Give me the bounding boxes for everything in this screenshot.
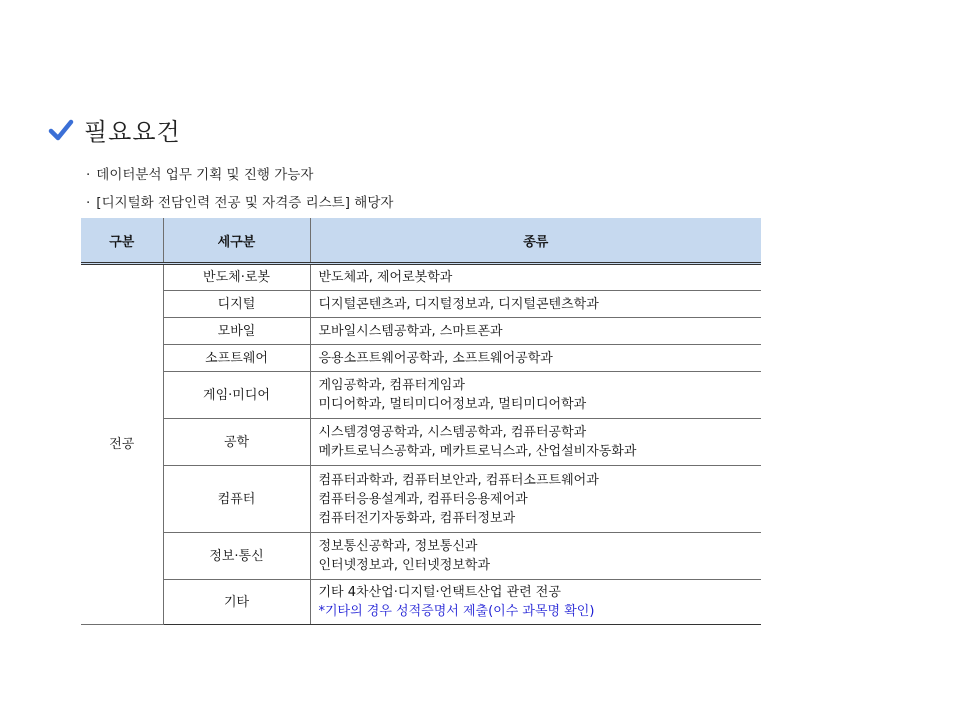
kind-note: *기타의 경우 성적증명서 제출(이수 과목명 확인): [318, 604, 595, 619]
kind-line: 미디어학과, 멀티미디어정보과, 멀티미디어학과: [318, 397, 587, 412]
requirement-text: [디지털화 전담인력 전공 및 자격증 리스트] 해당자: [96, 195, 394, 211]
table-row: [81, 345, 761, 372]
subcategory-cell: 컴퓨터: [163, 466, 310, 533]
subcategory-cell: 디지털: [163, 291, 310, 318]
bullet-icon: ·: [86, 195, 91, 211]
kind-line: 정보통신공학과, 정보통신과: [318, 539, 478, 554]
kind-cell: [310, 264, 761, 291]
kind-cell: [310, 345, 761, 372]
requirement-list: [86, 165, 393, 221]
table-row: [81, 580, 761, 625]
table-row: [81, 291, 761, 318]
header-category: 구분: [81, 218, 163, 264]
subcategory-cell: 정보·통신: [163, 533, 310, 580]
subcategory-cell: 반도체·로봇: [163, 264, 310, 291]
subcategory-cell: 소프트웨어: [163, 345, 310, 372]
kind-line: 컴퓨터응용설계과, 컴퓨터응용제어과: [318, 491, 528, 507]
kind-line: 컴퓨터과학과, 컴퓨터보안과, 컴퓨터소프트웨어과: [318, 472, 599, 488]
subcategory-cell: 공학: [163, 419, 310, 466]
table-row: [81, 419, 761, 466]
kind-cell: [310, 372, 761, 419]
table-header-row: [81, 218, 761, 264]
checkmark-icon: [48, 117, 74, 143]
section-heading: [48, 112, 181, 147]
kind-line: 메카트로닉스공학과, 메카트로닉스과, 산업설비자동화과: [318, 444, 637, 459]
kind-line: 반도체과, 제어로봇학과: [318, 270, 453, 285]
table-row: [81, 372, 761, 419]
requirement-item: [86, 165, 393, 193]
kind-line: 게임공학과, 컴퓨터게임과: [318, 378, 465, 393]
subcategory-cell: 게임·미디어: [163, 372, 310, 419]
kind-line: 인터넷정보과, 인터넷정보학과: [318, 558, 491, 573]
kind-line: 모바일시스템공학과, 스마트폰과: [318, 323, 503, 339]
kind-cell: [310, 533, 761, 580]
table-row: [81, 318, 761, 345]
major-list-table: [81, 218, 761, 625]
kind-line: 응용소프트웨어공학과, 소프트웨어공학과: [318, 350, 553, 366]
header-subcategory: 세구분: [163, 218, 310, 264]
table-row: [81, 466, 761, 533]
kind-cell: [310, 419, 761, 466]
kind-line: 컴퓨터전기자동화과, 컴퓨터정보과: [318, 510, 516, 526]
bullet-icon: ·: [86, 167, 91, 183]
subcategory-cell: 기타: [163, 580, 310, 625]
kind-cell: [310, 580, 761, 625]
page-title: 필요요건: [84, 118, 181, 146]
requirement-text: 데이터분석 업무 기획 및 진행 가능자: [96, 167, 314, 183]
kind-cell: [310, 318, 761, 345]
kind-line: 시스템경영공학과, 시스템공학과, 컴퓨터공학과: [318, 425, 587, 440]
kind-cell: [310, 291, 761, 318]
requirement-item: [86, 193, 393, 221]
kind-line: 디지털콘텐츠과, 디지털정보과, 디지털콘텐츠학과: [318, 296, 599, 312]
kind-line: 기타 4차산업·디지털·언택트산업 관련 전공: [318, 585, 561, 600]
table-row: [81, 264, 761, 291]
kind-cell: [310, 466, 761, 533]
category-cell: 전공: [81, 264, 163, 625]
header-kind: 종류: [310, 218, 761, 264]
table-row: [81, 533, 761, 580]
subcategory-cell: 모바일: [163, 318, 310, 345]
